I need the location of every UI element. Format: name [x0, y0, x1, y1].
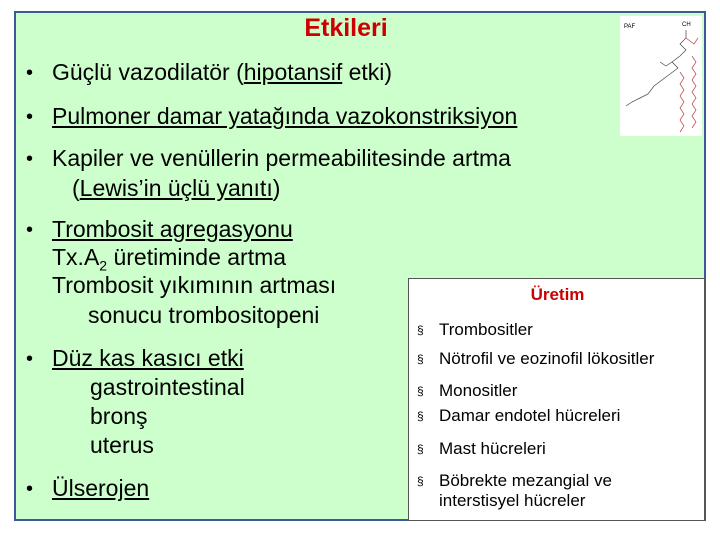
list-marker: § — [417, 384, 424, 398]
bullet-permeability: Kapiler ve venüllerin permeabilitesinde artma — [52, 145, 511, 171]
lewis-line — [72, 175, 280, 202]
chem-label-left: PAF — [624, 24, 636, 30]
trombositopeni-line: sonucu trombositopeni — [88, 302, 320, 328]
bullet-glyph: • — [26, 106, 34, 128]
duz-kas-link[interactable]: Düz kas kasıcı etki — [52, 345, 244, 371]
bullet-glyph: • — [26, 348, 34, 370]
lewis-link[interactable]: Lewis’in üçlü yanıtı — [79, 175, 273, 201]
bullet-glyph: • — [26, 148, 34, 170]
molecule-icon — [620, 16, 702, 136]
uretim-box — [408, 278, 705, 521]
ulserojen-link[interactable]: Ülserojen — [52, 475, 150, 501]
bullet-text: ( — [72, 175, 80, 201]
trombosit-yikim-line: Trombosit yıkımının artması — [52, 272, 337, 298]
list-marker: § — [417, 474, 424, 488]
bullet-text: üretiminde artma — [107, 244, 287, 270]
slide-title: Etkileri — [304, 14, 388, 42]
list-item: Nötrofil ve eozinofil lökositler — [439, 349, 655, 368]
trombosit-agregasyon-link[interactable]: Trombosit agregasyonu — [52, 216, 293, 242]
list-item: Trombositler — [439, 320, 533, 339]
chem-label-right: CH — [682, 22, 691, 28]
bullet-text: ) — [272, 175, 281, 201]
gastrointestinal-line: gastrointestinal — [90, 374, 245, 400]
pulmoner-link[interactable]: Pulmoner damar yatağında vazokonstriksiyon — [52, 103, 518, 129]
bullet-glyph: • — [26, 219, 34, 241]
uretim-title: Üretim — [530, 285, 585, 304]
bullet-text: Güçlü vazodilatör ( — [52, 59, 244, 85]
list-marker: § — [417, 409, 424, 423]
list-item: Böbrekte mezangial ve — [439, 471, 612, 490]
list-item: Mast hücreleri — [439, 439, 546, 458]
list-item: Monositler — [439, 381, 518, 400]
bullet-text: Tx.A — [52, 244, 100, 270]
uterus-line: uterus — [90, 432, 154, 458]
list-marker: § — [417, 442, 424, 456]
list-marker: § — [417, 323, 424, 337]
bullet-vasodilator — [52, 59, 392, 86]
paf-structure-image — [620, 16, 702, 136]
list-item: interstisyel hücreler — [439, 491, 586, 510]
bronş-line: bronş — [90, 403, 148, 429]
bullet-glyph: • — [26, 478, 34, 500]
list-marker: § — [417, 352, 424, 366]
hipotansif-link[interactable]: hipotansif — [243, 59, 343, 85]
list-item: Damar endotel hücreleri — [439, 406, 621, 425]
subscript: 2 — [99, 257, 108, 274]
bullet-glyph: • — [26, 62, 34, 84]
bullet-text: etki) — [342, 59, 393, 85]
